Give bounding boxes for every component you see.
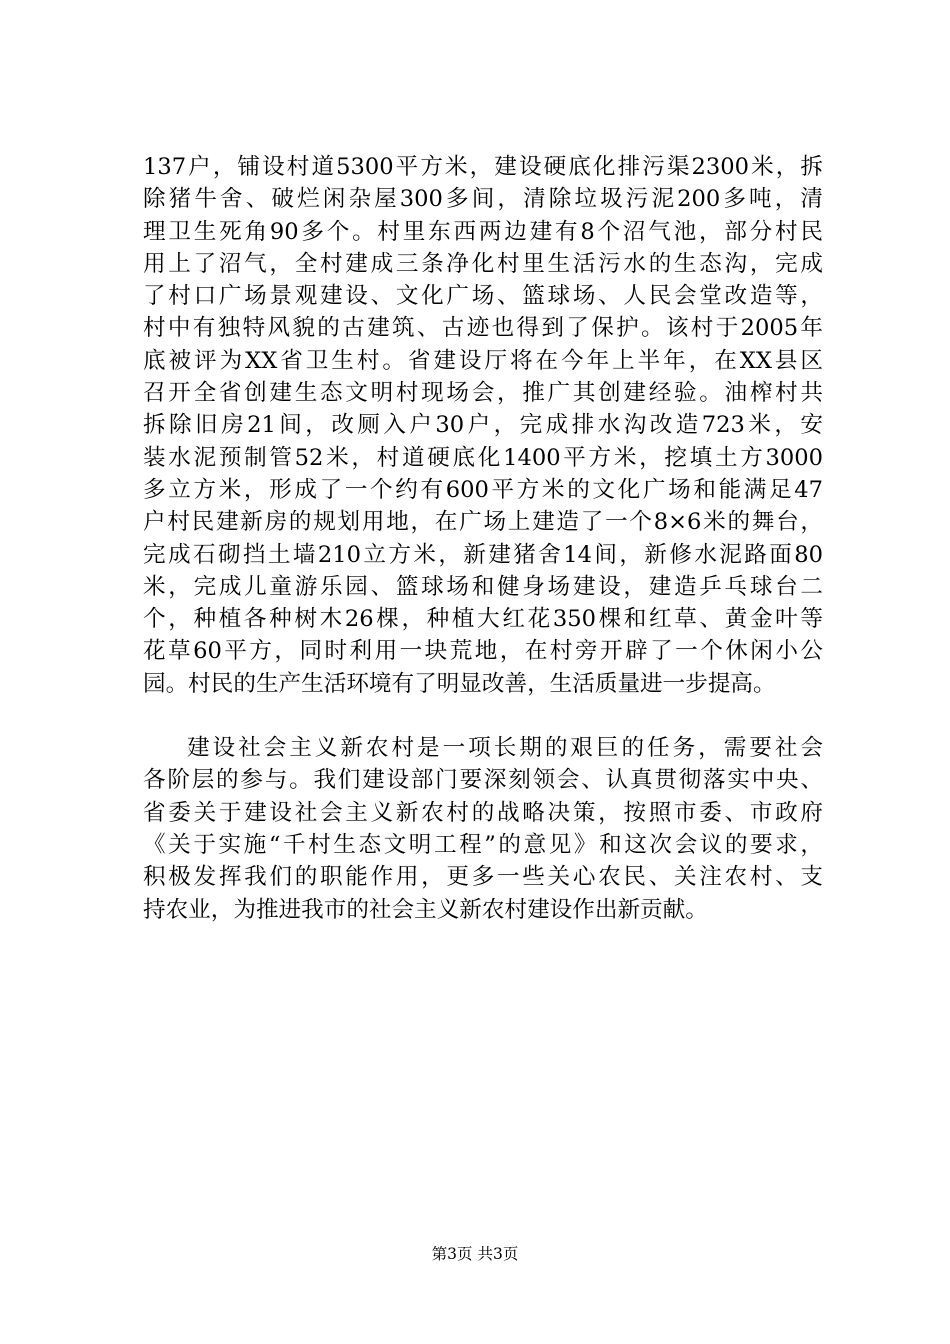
text-line: 召开全省创建生态文明村现场会，推广其创建经验。油榨村共 (143, 380, 823, 407)
text-line: 装水泥预制管52米，村道硬底化1400平方米，挖填土方3000 (143, 444, 823, 471)
paragraph-village-improvements (143, 151, 823, 700)
text-line: 《关于实施“千村生态文明工程”的意见》和这次会议的要求， (143, 831, 823, 858)
text-line: 持农业，为推进我市的社会主义新农村建设作出新贡献。 (143, 896, 708, 923)
text-line: 园。村民的生产生活环境有了明显改善，生活质量进一步提高。 (143, 670, 776, 697)
text-line: 多立方米，形成了一个约有600平方米的文化广场和能满足47 (143, 476, 823, 503)
text-line: 除猪牛舍、破烂闲杂屋300多间，清除垃圾污泥200多吨，清 (143, 186, 823, 213)
paragraph-conclusion (143, 732, 823, 926)
document-body (143, 151, 823, 926)
text-line: 137户，铺设村道5300平方米，建设硬底化排污渠2300米，拆 (143, 154, 823, 180)
text-line: 完成石砌挡土墙210立方米，新建猪舍14间，新修水泥路面80 (143, 541, 823, 568)
text-line: 积极发挥我们的职能作用，更多一些关心农民、关注农村、支 (143, 864, 823, 891)
text-line: 拆除旧房21间，改厕入户30户，完成排水沟改造723米，安 (143, 412, 823, 439)
text-line: 理卫生死角90多个。村里东西两边建有8个沼气池，部分村民 (143, 218, 823, 245)
page-number-footer: 第3页 共3页 (431, 1245, 519, 1263)
text-line: 底被评为XX省卫生村。省建设厅将在今年上半年，在XX县区 (143, 347, 823, 374)
text-line: 各阶层的参与。我们建设部门要深刻领会、认真贯彻落实中央、 (143, 767, 823, 794)
text-line: 了村口广场景观建设、文化广场、篮球场、人民会堂改造等， (143, 283, 823, 310)
text-line: 村中有独特风貌的古建筑、古迹也得到了保护。该村于2005年 (143, 315, 823, 342)
text-line: 户村民建新房的规划用地，在广场上建造了一个8×6米的舞台， (143, 509, 823, 536)
text-line: 用上了沼气，全村建成三条净化村里生活污水的生态沟，完成 (143, 250, 823, 277)
text-line: 个，种植各种树木26棵，种植大红花350棵和红草、黄金叶等 (143, 606, 823, 633)
text-line: 花草60平方，同时利用一块荒地，在村旁开辟了一个休闲小公 (143, 638, 823, 665)
text-line: 米，完成儿童游乐园、篮球场和健身场建设，建造乒乓球台二 (143, 573, 823, 600)
text-line: 省委关于建设社会主义新农村的战略决策，按照市委、市政府 (143, 799, 823, 826)
text-line: 建设社会主义新农村是一项长期的艰巨的任务，需要社会 (187, 735, 823, 762)
